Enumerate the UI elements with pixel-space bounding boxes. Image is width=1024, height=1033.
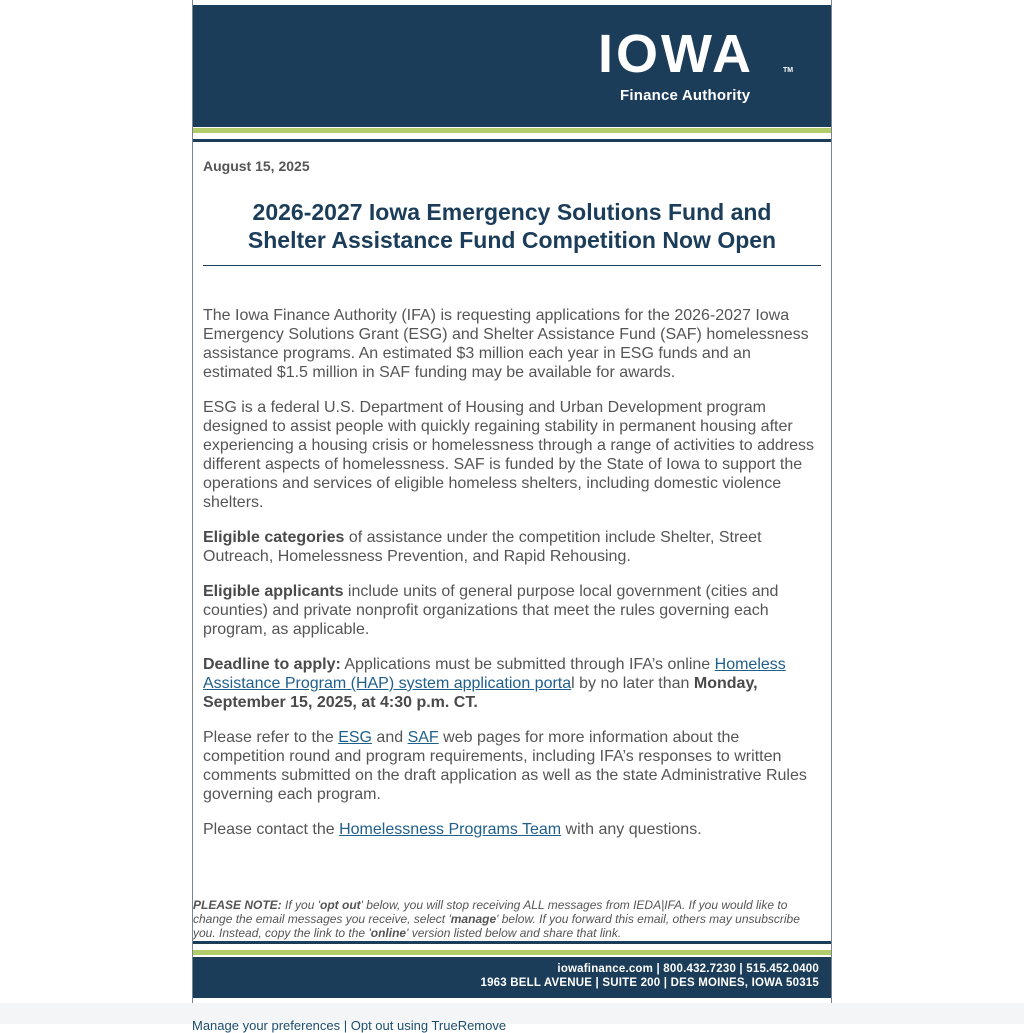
paragraph-intro: The Iowa Finance Authority (IFA) is requesting applications for the 2026-2027 Iowa Emergency Solutions Grant (ESG) and Shelter Assistance Fund (SAF) homelessness assistance programs. An estimated $3 million each year in ESG funds and an estimated $1.5 million in SAF funding may be available for awards. (203, 307, 809, 381)
footer-banner (193, 957, 831, 998)
title-line-2: Shelter Assistance Fund Competition Now Open (247, 227, 777, 253)
footer-stripe-green (193, 950, 831, 955)
footer-stripe-navy (193, 941, 831, 944)
paragraph-eligible-categories: Eligible categories of assistance under the competition include Shelter, Street Outreach, Homelessness Prevention, and Rapid Rehousing. (203, 529, 762, 565)
email-container (192, 0, 832, 1003)
note-label: PLEASE NOTE: (193, 898, 282, 912)
email-body (203, 306, 823, 855)
logo-wordmark: IOWA (598, 24, 754, 84)
paragraph-refer: Please refer to the ESG and SAF web pages for more information about the competition round and program requirements, including IFA’s responses to written comments submitted on the draft application as well as the state Administrative Rules governing each program. (203, 729, 807, 803)
paragraph-eligible-applicants: Eligible applicants include units of general purpose local government (cities and counties) and private nonprofit organizations that meet the rules governing each program, as applicable. (203, 583, 779, 638)
footer-contact-line: iowafinance.com | 800.432.7230 | 515.452.0400 (557, 963, 819, 975)
esg-link[interactable]: ESG (338, 729, 372, 746)
hap-portal-link[interactable]: Homeless Assistance Program (HAP) system application porta (203, 656, 786, 692)
paragraph-esg-description: ESG is a federal U.S. Department of Housing and Urban Development program designed to assist people with quickly regaining stability in permanent housing after experiencing a housing crisis or homelessness through a range of activities to address different aspects of homelessness. SAF is funded by the State of Iowa to support the operations and services of eligible homeless shelters, including domestic violence shelters. (203, 399, 814, 511)
please-note: PLEASE NOTE: If you 'opt out' below, you will stop receiving ALL messages from IEDA|IFA. If you would like to change the email messages you receive, select 'manage' below. If you forward this email, others may unsubscribe you. Instead, copy the link to the 'online' version listed below and share that link. (193, 898, 800, 940)
title-divider (203, 265, 821, 266)
footer-address-line: 1963 BELL AVENUE | SUITE 200 | DES MOINES, IOWA 50315 (480, 977, 819, 989)
logo-subtitle: Finance Authority (620, 87, 751, 104)
paragraph-contact: Please contact the Homelessness Programs Team with any questions. (203, 821, 702, 838)
header-stripe-green (193, 128, 831, 133)
saf-link[interactable]: SAF (407, 729, 439, 746)
logo-trademark: TM (783, 67, 794, 74)
header-stripe-navy (193, 139, 831, 142)
header-banner (193, 5, 831, 127)
eligible-categories-label: Eligible categories (203, 529, 345, 546)
eligible-applicants-label: Eligible applicants (203, 583, 344, 600)
email-title (203, 198, 821, 254)
email-date: August 15, 2025 (203, 158, 310, 174)
paragraph-deadline: Deadline to apply: Applications must be submitted through IFA’s online Homeless Assistance Program (HAP) system application portal by no later than Monday, September 15, 2025, at 4:30 p.m. CT. (203, 656, 786, 711)
deadline-date: Monday, September 15, 2025, at 4:30 p.m. CT. (203, 675, 758, 711)
deadline-label: Deadline to apply: (203, 656, 341, 673)
homelessness-team-link[interactable]: Homelessness Programs Team (339, 821, 562, 838)
title-line-1: 2026-2027 Iowa Emergency Solutions Fund and (252, 199, 772, 225)
footer-links-peek[interactable]: Manage your preferences | Opt out using TrueRemove (192, 1018, 507, 1033)
